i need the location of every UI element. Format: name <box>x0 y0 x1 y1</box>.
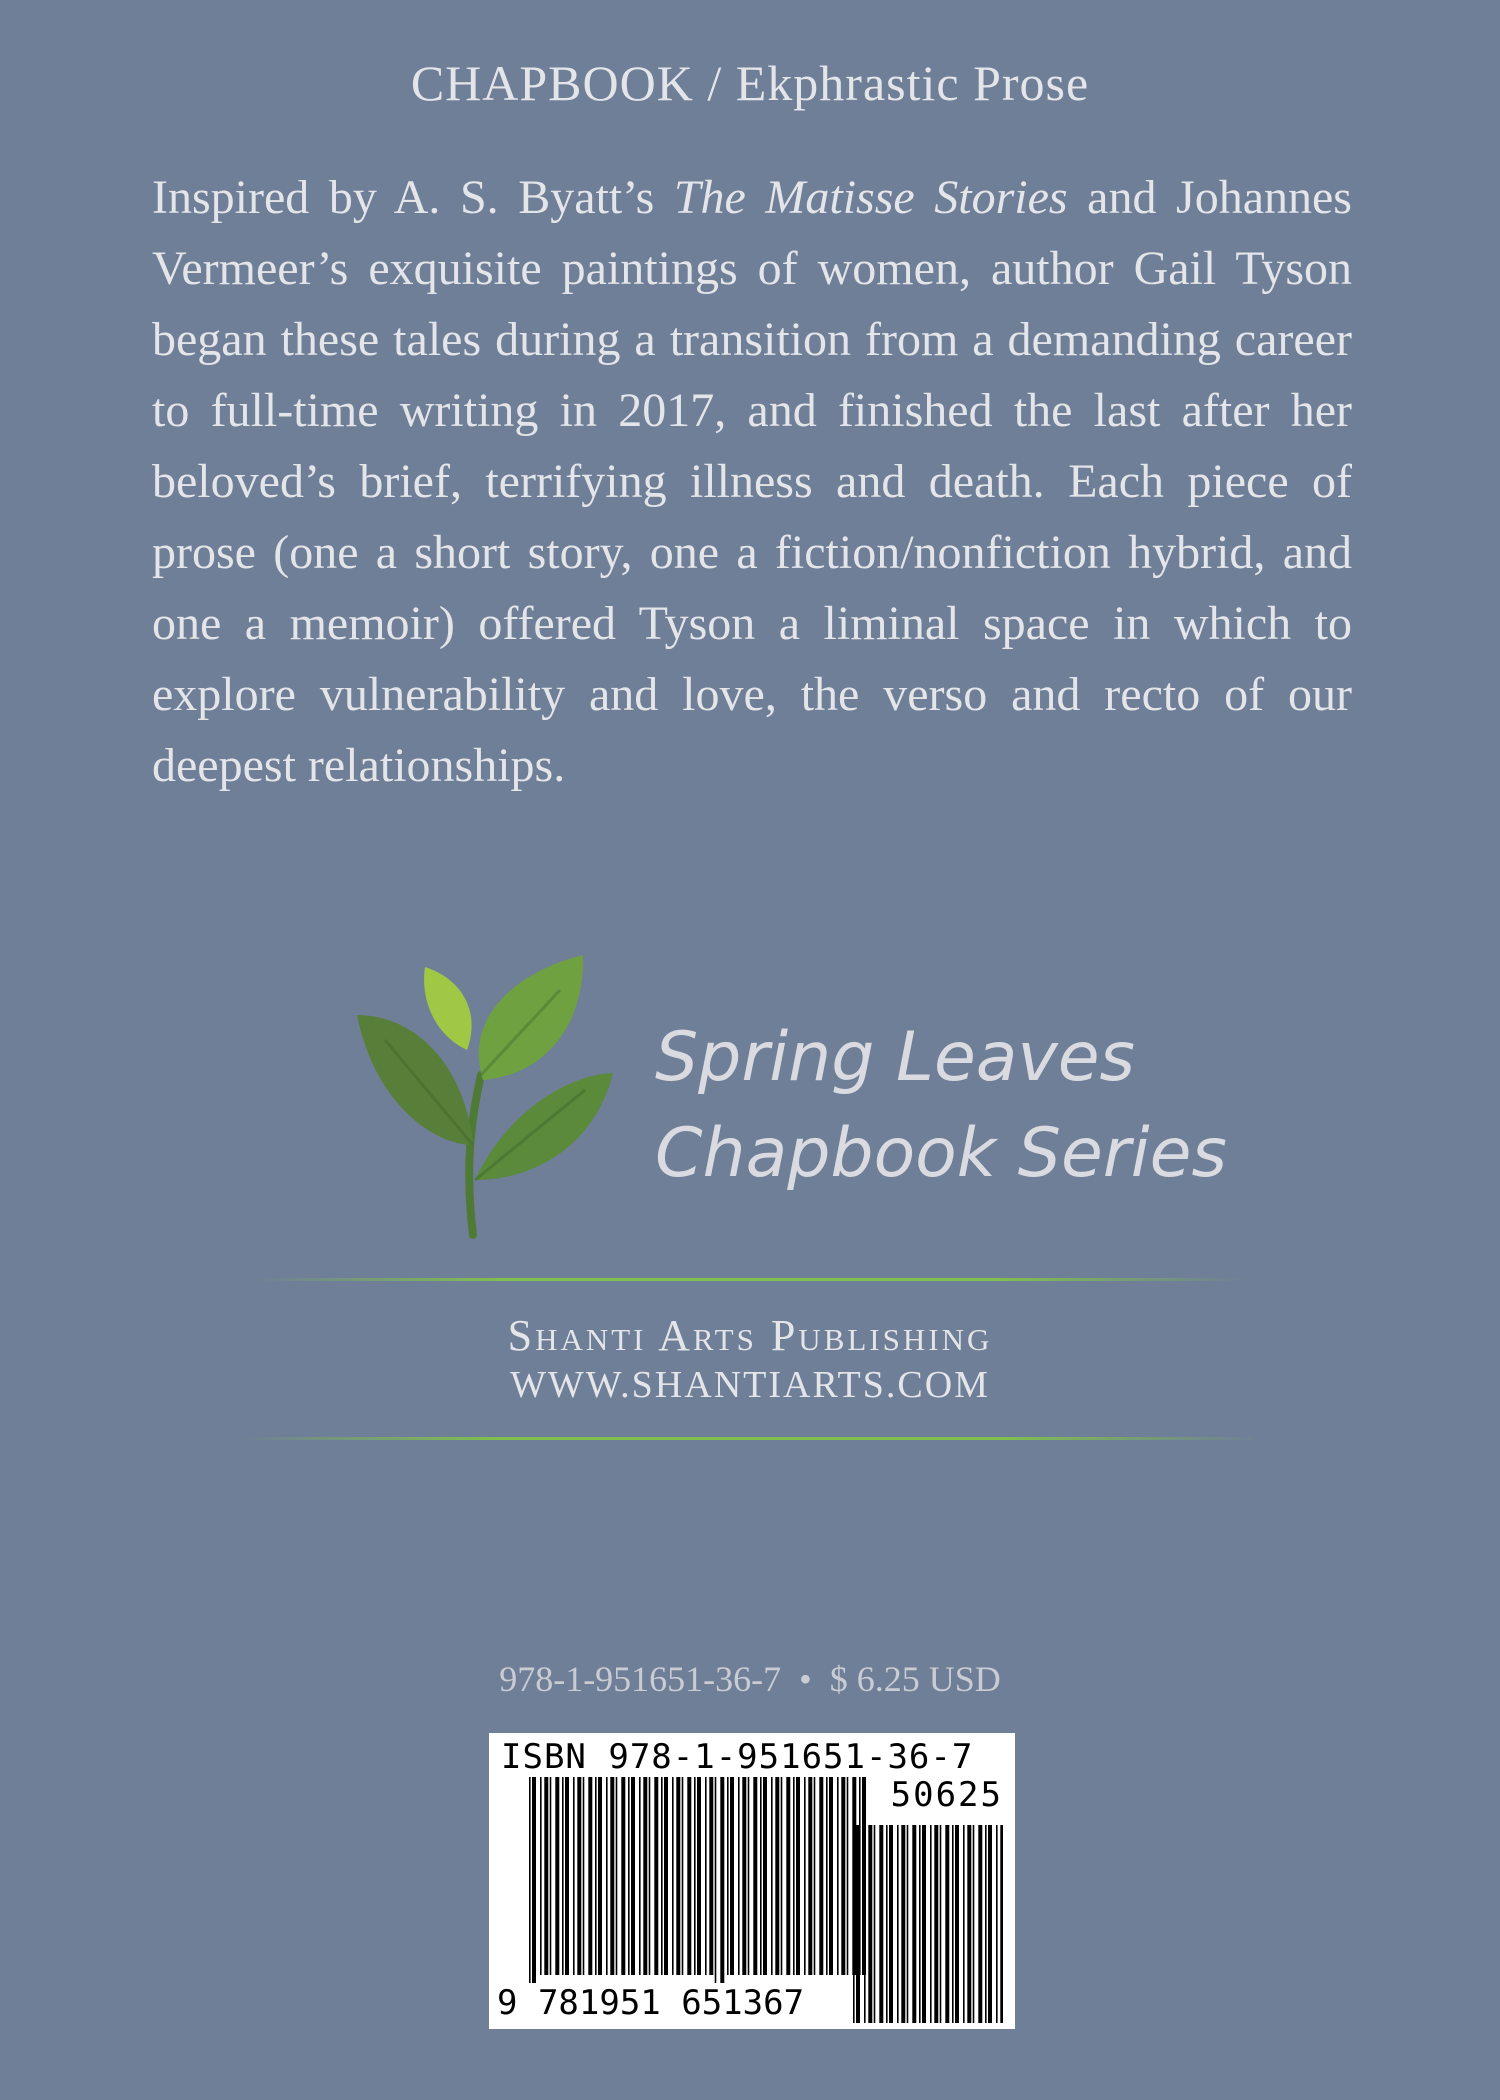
barcode-bar <box>550 1777 552 1975</box>
barcode-bar <box>532 1777 536 1989</box>
barcode-bar <box>967 1825 971 2023</box>
barcode-bar <box>555 1777 559 1975</box>
barcode-bar <box>676 1777 680 1975</box>
barcode-bar <box>786 1777 790 1975</box>
barcode-bar <box>781 1777 783 1975</box>
series-title <box>655 1010 1227 1202</box>
barcode-bar <box>544 1777 548 1975</box>
barcode-bar <box>856 1825 860 2023</box>
barcode-bar <box>978 1825 982 2023</box>
barcode-bar <box>606 1777 608 1975</box>
barcode-bar <box>829 1777 833 1975</box>
bullet-separator: • <box>799 1659 812 1699</box>
barcode-bar <box>748 1777 750 1975</box>
series-title-line-1: Spring Leaves <box>655 1018 1135 1097</box>
price: $ 6.25 USD <box>829 1659 1001 1699</box>
barcode-bar <box>715 1777 717 1989</box>
series-title-line-2: Chapbook Series <box>655 1114 1227 1193</box>
barcode-bar <box>985 1825 987 2023</box>
barcode-bar <box>643 1777 647 1975</box>
divider-top <box>255 1278 1245 1281</box>
barcode-bar <box>771 1777 773 1975</box>
barcode-bar <box>595 1777 597 1975</box>
barcode-bar <box>793 1777 795 1975</box>
barcode-digits: 9 781951 651367 <box>497 1983 805 2023</box>
barcode-bar <box>705 1777 707 1975</box>
barcode-bar <box>529 1777 531 1989</box>
barcode-bar <box>955 1825 959 2023</box>
barcode-bar <box>973 1825 975 2023</box>
barcode-bar <box>952 1825 954 2023</box>
barcode-bar <box>919 1825 921 2023</box>
barcode-bar <box>945 1825 949 2023</box>
publisher-name: Shanti Arts Publishing <box>507 1311 993 1360</box>
barcode-bar <box>922 1825 926 2023</box>
barcode-bar <box>621 1777 625 1975</box>
isbn-number: 978-1-951651-36-7 <box>499 1659 782 1699</box>
barcode-bar <box>907 1825 909 2023</box>
barcode-bar <box>879 1825 883 2023</box>
barcode-bar <box>826 1777 828 1975</box>
barcode-bar <box>664 1777 668 1975</box>
barcode-addon-digits: 50625 <box>890 1775 1003 1815</box>
barcode-bar <box>616 1777 618 1975</box>
barcode-bar <box>940 1825 942 2023</box>
barcode-bars-addon <box>853 1825 1003 2023</box>
blurb-part-1: Inspired by A. S. Byatt’s <box>152 171 674 224</box>
barcode-bar <box>819 1777 823 1975</box>
barcode-bars-main <box>529 1777 869 1989</box>
category-heading: CHAPBOOK / Ekphrastic Prose <box>410 55 1090 111</box>
barcode-bar <box>1000 1825 1003 2023</box>
barcode-bar <box>853 1825 855 2023</box>
barcode-bar <box>930 1825 932 2023</box>
barcode-bar <box>709 1777 713 1975</box>
barcode-bar <box>628 1777 630 1975</box>
barcode-bar <box>847 1777 849 1975</box>
barcode-bar <box>540 1777 542 1975</box>
barcode-isbn-label: ISBN 978-1-951651-36-7 <box>501 1737 974 1777</box>
divider-bottom <box>240 1437 1260 1440</box>
barcode-bar <box>738 1777 740 1975</box>
barcode-bar <box>697 1777 701 1975</box>
barcode-bar <box>775 1777 779 1975</box>
barcode-bar <box>649 1777 651 1975</box>
barcode-bar <box>583 1777 585 1975</box>
barcode-bar <box>897 1825 899 2023</box>
barcode-bar <box>565 1777 569 1975</box>
barcode-bar <box>889 1825 893 2023</box>
barcode-bar <box>841 1777 845 1975</box>
barcode-bar <box>727 1777 729 1975</box>
leaf-logo-icon <box>355 955 615 1240</box>
barcode-bar <box>763 1777 767 1975</box>
barcode-bar <box>864 1825 866 2023</box>
barcode <box>489 1733 1015 2029</box>
barcode-bar <box>963 1825 965 2023</box>
barcode-bar <box>598 1777 602 1975</box>
barcode-bar <box>837 1777 839 1975</box>
barcode-bar <box>796 1777 800 1975</box>
barcode-bar <box>694 1777 696 1975</box>
barcode-bar <box>886 1825 888 2023</box>
barcode-bar <box>720 1777 724 1989</box>
blurb-part-2: and Johannes Vermeer’s exquisite paintings of women, author Gail Tyson began these tales during a transition from a demanding career to full-time writing in 2017, and finished the last after her beloved’s brief, terrifying illness and death. Each piece of prose (one a short story, one a fiction/nonfiction hybrid, and one a memoir) offered Tyson a liminal space in which to explore vulnerability and love, the verso and recto of our deepest relationships. <box>152 171 1352 792</box>
barcode-bar <box>804 1777 806 1975</box>
barcode-bar <box>988 1825 992 2023</box>
barcode-bar <box>661 1777 663 1975</box>
barcode-bar <box>934 1825 938 2023</box>
barcode-bar <box>814 1777 816 1975</box>
barcode-bar <box>742 1777 746 1975</box>
barcode-bar <box>639 1777 641 1975</box>
barcode-bar <box>631 1777 635 1975</box>
barcode-bar <box>573 1777 575 1975</box>
barcode-bar <box>808 1777 812 1975</box>
barcode-bar <box>682 1777 684 1975</box>
barcode-bar <box>874 1825 876 2023</box>
book-description <box>152 162 1352 801</box>
barcode-bar <box>730 1777 734 1975</box>
barcode-bar <box>588 1777 592 1975</box>
barcode-bar <box>912 1825 916 2023</box>
barcode-bar <box>687 1777 691 1975</box>
barcode-bar <box>868 1825 872 2023</box>
barcode-bar <box>672 1777 674 1975</box>
barcode-bar <box>610 1777 614 1975</box>
publisher-website: WWW.SHANTIARTS.COM <box>510 1364 990 1406</box>
barcode-bar <box>654 1777 658 1975</box>
isbn-price-line <box>0 1658 1500 1700</box>
barcode-bar <box>753 1777 757 1975</box>
barcode-bar <box>562 1777 564 1975</box>
barcode-bar <box>760 1777 762 1975</box>
barcode-bar <box>901 1825 905 2023</box>
blurb-title: The Matisse Stories <box>673 171 1068 224</box>
barcode-bar <box>996 1825 998 2023</box>
barcode-bar <box>577 1777 581 1975</box>
